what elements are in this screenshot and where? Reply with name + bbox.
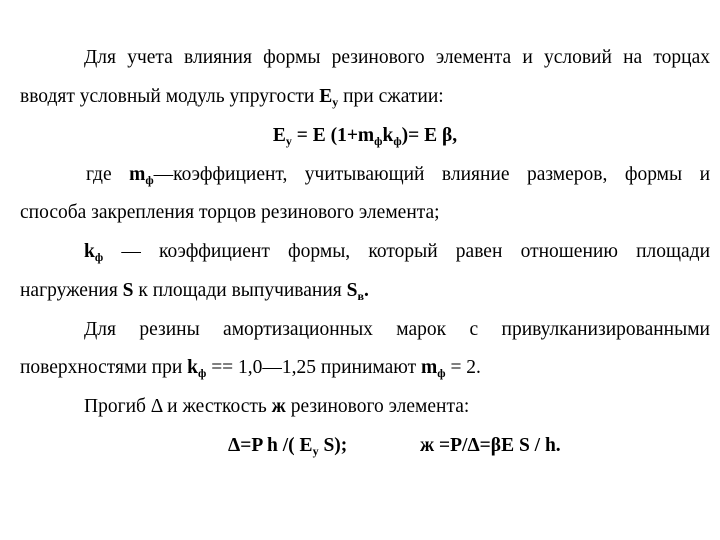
symbol-k: k: [187, 357, 198, 378]
formula-segment: Δ=P h /( E: [228, 435, 313, 456]
formula-k: k: [382, 125, 394, 146]
symbol-S: S: [122, 280, 134, 301]
paragraph-2-line-1: [86, 163, 710, 187]
formula-modulus: [20, 124, 710, 148]
formula-subscript: ф: [393, 134, 402, 148]
subscript: в: [357, 289, 364, 303]
formula-deflection: [228, 434, 428, 458]
subscript: ф: [198, 366, 207, 380]
text-segment: == 1,0—1,25 принимают: [211, 357, 417, 378]
paragraph-2-line-2: [20, 201, 710, 225]
subscript: ф: [145, 173, 154, 187]
text-segment: = 2.: [450, 357, 481, 378]
text-segment: при сжатии:: [343, 86, 444, 107]
text-segment: Для резины амортизационных марок с привулканизированными: [84, 319, 710, 340]
text-segment: Прогиб Δ и жесткость: [84, 396, 267, 417]
symbol-zh: ж: [271, 396, 286, 417]
paragraph-1-line-2: [20, 85, 710, 109]
text-segment: вводят условный модуль упругости: [20, 86, 315, 107]
paragraph-4-line-1: [20, 318, 710, 342]
formula-subscript: у: [312, 444, 319, 458]
paragraph-3-line-2: [20, 279, 710, 303]
text-segment: поверхностями при: [20, 357, 183, 378]
symbol-m: m: [129, 164, 146, 185]
symbol-m: m: [421, 357, 438, 378]
text-segment: — коэффициент формы, который равен отношению площади: [121, 241, 711, 262]
paragraph-4-line-2: [20, 356, 710, 380]
formula-segment: S);: [323, 435, 348, 456]
text-segment: способа закрепления торцов резинового элемента;: [20, 202, 440, 223]
text-segment: нагружения: [20, 280, 118, 301]
subscript: у: [332, 95, 339, 109]
paragraph-5-line-1: [84, 395, 710, 419]
formula-segment: = E (1+m: [296, 125, 375, 146]
paragraph-3-line-1: [20, 240, 710, 264]
symbol-E: E: [319, 86, 333, 107]
text-segment: к площади выпучивания: [138, 280, 342, 301]
subscript: ф: [94, 250, 104, 264]
formula-subscript: ф: [374, 134, 383, 148]
paragraph-1-line-1: [20, 46, 710, 70]
subscript: ф: [437, 366, 446, 380]
formula-E: E: [272, 125, 286, 146]
punctuation: .: [363, 280, 369, 301]
text-segment: резинового элемента:: [290, 396, 470, 417]
text-segment: где: [86, 164, 112, 185]
text-segment: —коэффициент, учитывающий влияние размеров, формы и: [153, 164, 711, 185]
formula-segment: ж =P/Δ=βE S / h.: [420, 435, 561, 456]
formula-stiffness: [420, 434, 620, 458]
formula-subscript: у: [285, 134, 292, 148]
formula-segment: )= E β,: [401, 125, 458, 146]
symbol-S-v: S: [346, 280, 358, 301]
text-segment: Для учета влияния формы резинового элемента и условий на торцах: [84, 47, 710, 68]
symbol-k: k: [84, 241, 95, 262]
